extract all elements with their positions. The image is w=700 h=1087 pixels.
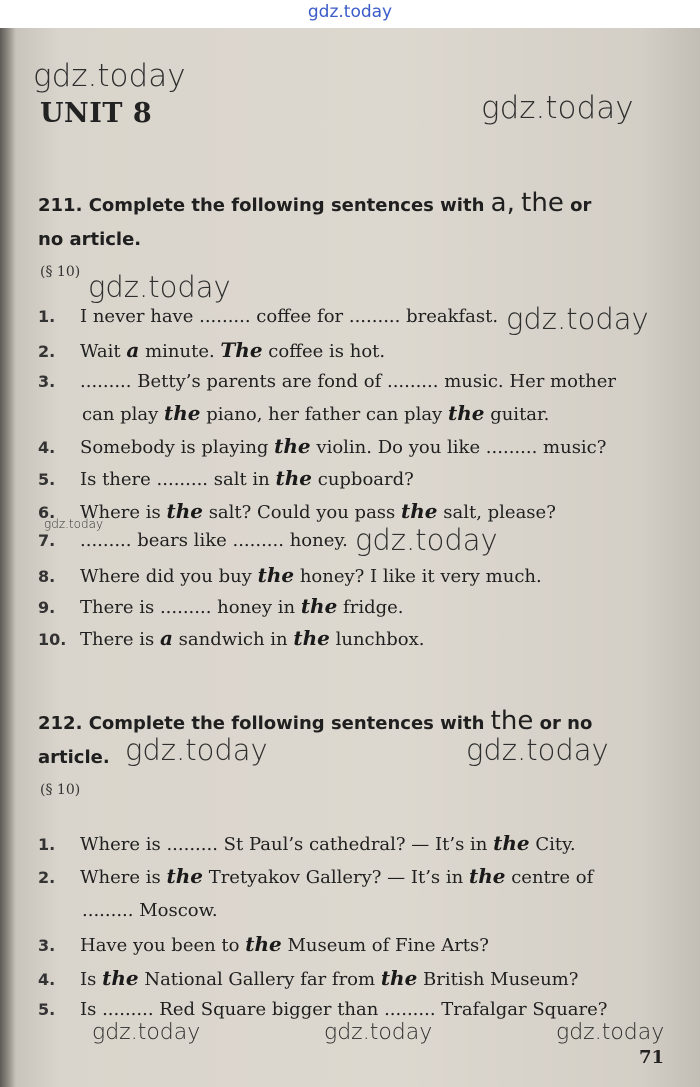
sentence-text: There is ......... honey in	[80, 597, 301, 618]
sentence-number: 3.	[38, 372, 56, 391]
handwritten-answer: the	[468, 864, 506, 888]
sentence-line	[38, 831, 576, 855]
unit-title: UNIT 8	[40, 98, 153, 129]
watermark: gdz.today	[125, 733, 268, 767]
handwritten-answer: the	[166, 499, 203, 523]
sentence-number: 5.	[38, 1000, 56, 1019]
sentence-text: I never have ......... coffee for ......... breakfast.	[80, 306, 499, 327]
handwritten-answer: a	[126, 338, 140, 362]
option-the: the	[521, 188, 564, 218]
watermark: gdz.today	[92, 1020, 201, 1045]
heading-text: Complete the following sentences with	[88, 713, 485, 734]
sentence-line	[38, 999, 607, 1020]
sentence-number: 4.	[38, 438, 56, 457]
sentence-text: Where is	[80, 867, 167, 888]
sentence-line	[82, 401, 549, 425]
exercise-number: 211.	[38, 195, 83, 216]
sentence-line	[38, 466, 414, 490]
sentence-text: Where did you buy	[80, 566, 258, 587]
sentence-text: British Museum?	[417, 969, 579, 990]
heading-text-end: article.	[38, 747, 110, 768]
heading-or: or no	[539, 713, 593, 734]
sentence-text: City.	[529, 834, 576, 855]
heading-text-end: no article.	[38, 229, 142, 250]
sentence-text: Where is ......... St Paul’s cathedral? — It’s in	[80, 834, 494, 855]
sentence-number: 10.	[38, 630, 67, 649]
watermark: gdz.today	[88, 270, 231, 304]
watermark: gdz.today	[506, 302, 649, 336]
sentence-text: salt? Could you pass	[202, 502, 401, 523]
sentence-line	[38, 864, 593, 888]
sentence-number: 2.	[38, 868, 56, 887]
sentence-text: violin. Do you like ......... music?	[310, 437, 607, 458]
sentence-line	[38, 563, 542, 587]
handwritten-answer: the	[257, 563, 295, 587]
handwritten-answer: the	[102, 966, 139, 990]
exercise-211-heading	[38, 186, 668, 257]
sentence-line	[82, 900, 218, 921]
sentence-number: 2.	[38, 342, 56, 361]
sentence-line	[38, 371, 616, 392]
handwritten-answer: the	[274, 434, 311, 458]
sentence-text: Is there ......... salt in	[80, 469, 276, 490]
sentence-text: coffee is hot.	[262, 341, 386, 362]
watermark: gdz.today	[556, 1020, 665, 1045]
handwritten-answer: the	[275, 466, 313, 490]
handwritten-answer: the	[447, 401, 485, 425]
sentence-number: 8.	[38, 567, 56, 586]
exercise-number: 212.	[38, 713, 83, 734]
watermark: gdz.today	[33, 58, 186, 94]
sentence-text: ......... Betty’s parents are fond of ......... music. Her mother	[80, 371, 617, 392]
heading-or: or	[570, 195, 592, 216]
sentence-text: can play	[82, 404, 165, 425]
sentence-text: Wait	[80, 341, 127, 362]
sentence-line	[38, 626, 424, 650]
sentence-text: Is	[80, 969, 103, 990]
page-number: 71	[638, 1047, 664, 1068]
sentence-text: honey? I like it very much.	[294, 566, 542, 587]
sentence-text: Where is	[80, 502, 167, 523]
sentence-number: 6.	[38, 503, 56, 522]
sentence-text: minute.	[139, 341, 221, 362]
sentence-text: sandwich in	[172, 629, 294, 650]
sentence-text: salt, please?	[437, 502, 556, 523]
heading-text: Complete the following sentences with	[88, 195, 485, 216]
sentence-line	[38, 966, 578, 990]
sentence-text: piano, her father can play	[200, 404, 448, 425]
handwritten-answer: the	[493, 831, 530, 855]
sentence-text: ......... Moscow.	[82, 900, 218, 921]
sentence-number: 5.	[38, 470, 56, 489]
watermark: gdz.today	[466, 733, 609, 767]
sentence-line	[38, 306, 498, 327]
sentence-line	[38, 530, 348, 551]
exercise-212-heading	[38, 704, 668, 775]
sentence-text: Somebody is playing	[80, 437, 275, 458]
sentence-text: ......... bears like ......... honey.	[80, 530, 348, 551]
section-ref: (§ 10)	[40, 782, 81, 798]
option-the: the	[490, 706, 534, 736]
sentence-text: There is	[80, 629, 160, 650]
handwritten-answer: the	[380, 966, 418, 990]
sentence-number: 9.	[38, 598, 56, 617]
sentence-number: 7.	[38, 531, 56, 550]
handwritten-answer: the	[245, 932, 282, 956]
sentence-text: Museum of Fine Arts?	[281, 935, 489, 956]
top-watermark: gdz.today	[307, 2, 393, 22]
sentence-text: Have you been to	[80, 935, 246, 956]
sentence-text: centre of	[505, 867, 594, 888]
sentence-line	[38, 434, 606, 458]
sentence-text: lunchbox.	[329, 629, 425, 650]
watermark: gdz.today	[355, 523, 498, 557]
watermark: gdz.today	[44, 517, 104, 531]
sentence-text: fridge.	[337, 597, 404, 618]
handwritten-answer: the	[401, 499, 438, 523]
sentence-line	[38, 594, 404, 618]
sentence-text: cupboard?	[312, 469, 414, 490]
handwritten-answer: the	[164, 401, 201, 425]
sentence-line	[38, 932, 489, 956]
sentence-number: 3.	[38, 936, 56, 955]
section-ref: (§ 10)	[40, 264, 81, 280]
top-bar	[0, 0, 700, 28]
watermark: gdz.today	[481, 90, 634, 126]
sentence-line	[38, 499, 556, 523]
sentence-number: 1.	[38, 307, 56, 326]
handwritten-answer: the	[300, 594, 338, 618]
watermark: gdz.today	[324, 1020, 433, 1045]
option-a: a,	[490, 188, 515, 218]
sentence-number: 4.	[38, 970, 56, 989]
sentence-text: Is ......... Red Square bigger than ......... Trafalgar Square?	[80, 999, 608, 1020]
sentence-text: National Gallery far from	[138, 969, 381, 990]
sentence-number: 1.	[38, 835, 56, 854]
sentence-text: Tretyakov Gallery? — It’s in	[202, 867, 469, 888]
sentence-text: guitar.	[484, 404, 550, 425]
handwritten-answer: The	[220, 338, 263, 362]
handwritten-answer: the	[293, 626, 330, 650]
handwritten-answer: a	[159, 626, 173, 650]
handwritten-answer: the	[166, 864, 203, 888]
sentence-line	[38, 338, 385, 362]
